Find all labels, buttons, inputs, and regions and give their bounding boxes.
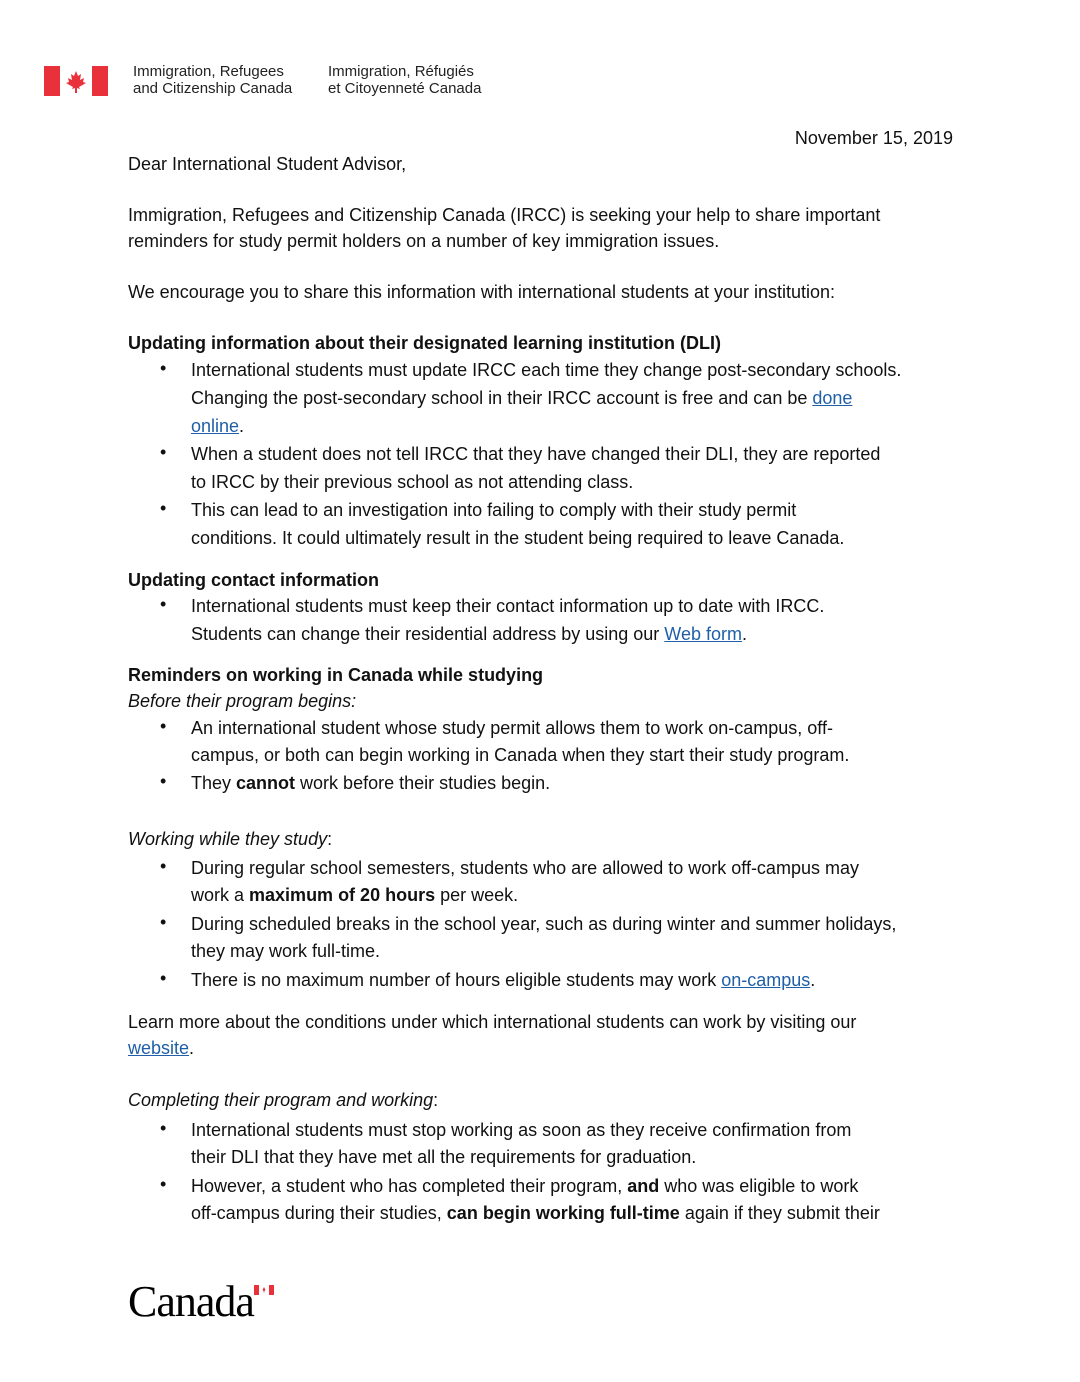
bullet-item-line [191,1119,851,1141]
bullet-item-line [191,499,796,521]
text: When a student does not tell IRCC that they have changed their DLI, they are reported [191,444,881,464]
text-line [128,230,719,252]
text-line [128,204,880,226]
text: : [433,1090,439,1110]
italic-text: Working while they study [128,829,328,849]
link-website[interactable]: website [128,1038,190,1058]
bullet-icon: • [160,716,167,736]
text-line [128,1037,194,1059]
dept-fr-line: et Citoyenneté Canada [328,80,482,97]
text-line [128,664,543,686]
text: again if they submit their [679,1203,880,1223]
wordmark-flag-icon [254,1285,274,1295]
text-line [191,1146,696,1168]
italic-text: Completing their program and working [128,1090,434,1110]
bullet-item-line [191,359,901,381]
bullet-icon: • [160,1174,167,1194]
bullet-item-line [191,857,859,879]
text: . [741,624,747,644]
text: Changing the post-secondary school in their IRCC account is free and can be [191,388,813,408]
text: We encourage you to share this information with international students at your institution: [128,282,836,302]
text: they may work full-time. [191,941,381,961]
text: This can lead to an investigation into failing to comply with their study permit [191,500,797,520]
link-on-campus[interactable]: on-campus [721,970,811,990]
canada-flag-icon [44,66,108,96]
bold-text: Updating information about their designated learning institution (DLI) [128,333,721,353]
bullet-icon: • [160,358,167,378]
bullet-item-line [191,1175,858,1197]
text-line [128,569,379,591]
dept-en-line: Immigration, Refugees [133,63,284,80]
bullet-icon: • [160,594,167,614]
text: campus, or both can begin working in Canada when they start their study program. [191,745,850,765]
bullet-item-line [191,717,833,739]
bold-text: maximum of 20 hours [249,885,436,905]
text-line [191,623,747,645]
bold-text: can begin working full-time [446,1203,680,1223]
text-line [191,940,380,962]
bullet-item-line [191,969,815,991]
text: their DLI that they have met all the requirements for graduation. [191,1147,697,1167]
dept-en-line: and Citizenship Canada [133,80,293,97]
bold-text: cannot [236,773,296,793]
department-name-english [133,63,292,97]
text: However, a student who has completed their program, [191,1176,628,1196]
text: During regular school semesters, students who are allowed to work off-campus may [191,858,859,878]
text: An international student whose study permit allows them to work on-campus, off- [191,718,833,738]
text-line [128,1011,856,1033]
text: International students must keep their contact information up to date with IRCC. [191,596,825,616]
text: During scheduled breaks in the school year, such as during winter and summer holidays, [191,914,897,934]
bullet-item-line [191,913,896,935]
bold-text: Updating contact information [128,570,379,590]
text: They [191,773,237,793]
dept-fr-line: Immigration, Réfugiés [328,63,474,80]
text: Immigration, Refugees and Citizenship Canada (IRCC) is seeking your help to share important [128,205,881,225]
text-line [128,1089,438,1111]
bullet-item-line [191,595,824,617]
text-line [128,281,835,303]
text: International students must update IRCC each time they change post-secondary schools. [191,360,902,380]
text: to IRCC by their previous school as not attending class. [191,472,634,492]
text: Students can change their residential address by using our [191,624,665,644]
text-line [128,332,721,354]
text: . [189,1038,195,1058]
bullet-item-line [191,772,550,794]
text: International students must stop working as soon as they receive confirmation from [191,1120,852,1140]
text: who was eligible to work [659,1176,859,1196]
text: work before their studies begin. [295,773,551,793]
bullet-icon: • [160,498,167,518]
text: conditions. It could ultimately result in the student being required to leave Canada. [191,528,845,548]
text: Learn more about the conditions under which international students can work by visiting our [128,1012,857,1032]
link-done[interactable]: done [812,388,853,408]
text-line [191,387,852,409]
text-line [191,1202,880,1224]
text: work a [191,885,250,905]
bullet-icon: • [160,856,167,876]
bullet-icon: • [160,1118,167,1138]
text-line [191,744,849,766]
text-line [191,527,844,549]
text: : [327,829,333,849]
text-line [191,471,633,493]
text: off-campus during their studies, [191,1203,447,1223]
text: . [239,416,245,436]
bullet-item-line [191,443,880,465]
bullet-icon: • [160,912,167,932]
text-line [128,690,356,712]
text-line [128,828,332,850]
italic-text: Before their program begins: [128,691,357,711]
text: per week. [435,885,519,905]
bullet-icon: • [160,771,167,791]
bullet-icon: • [160,442,167,462]
link-web-form[interactable]: Web form [664,624,742,644]
text: There is no maximum number of hours eligible students may work [191,970,722,990]
text: reminders for study permit holders on a number of key immigration issues. [128,231,720,251]
text-line [191,415,244,437]
text: . [810,970,816,990]
canada-wordmark: Canada [128,1277,254,1326]
department-name-french [328,63,481,97]
bullet-icon: • [160,968,167,988]
text-line [128,153,406,175]
text-line [191,884,518,906]
link-online[interactable]: online [191,416,240,436]
text: Dear International Student Advisor, [128,154,407,174]
bold-text: Reminders on working in Canada while studying [128,665,544,685]
letter-date: November 15, 2019 [794,128,953,148]
bold-text: and [627,1176,660,1196]
